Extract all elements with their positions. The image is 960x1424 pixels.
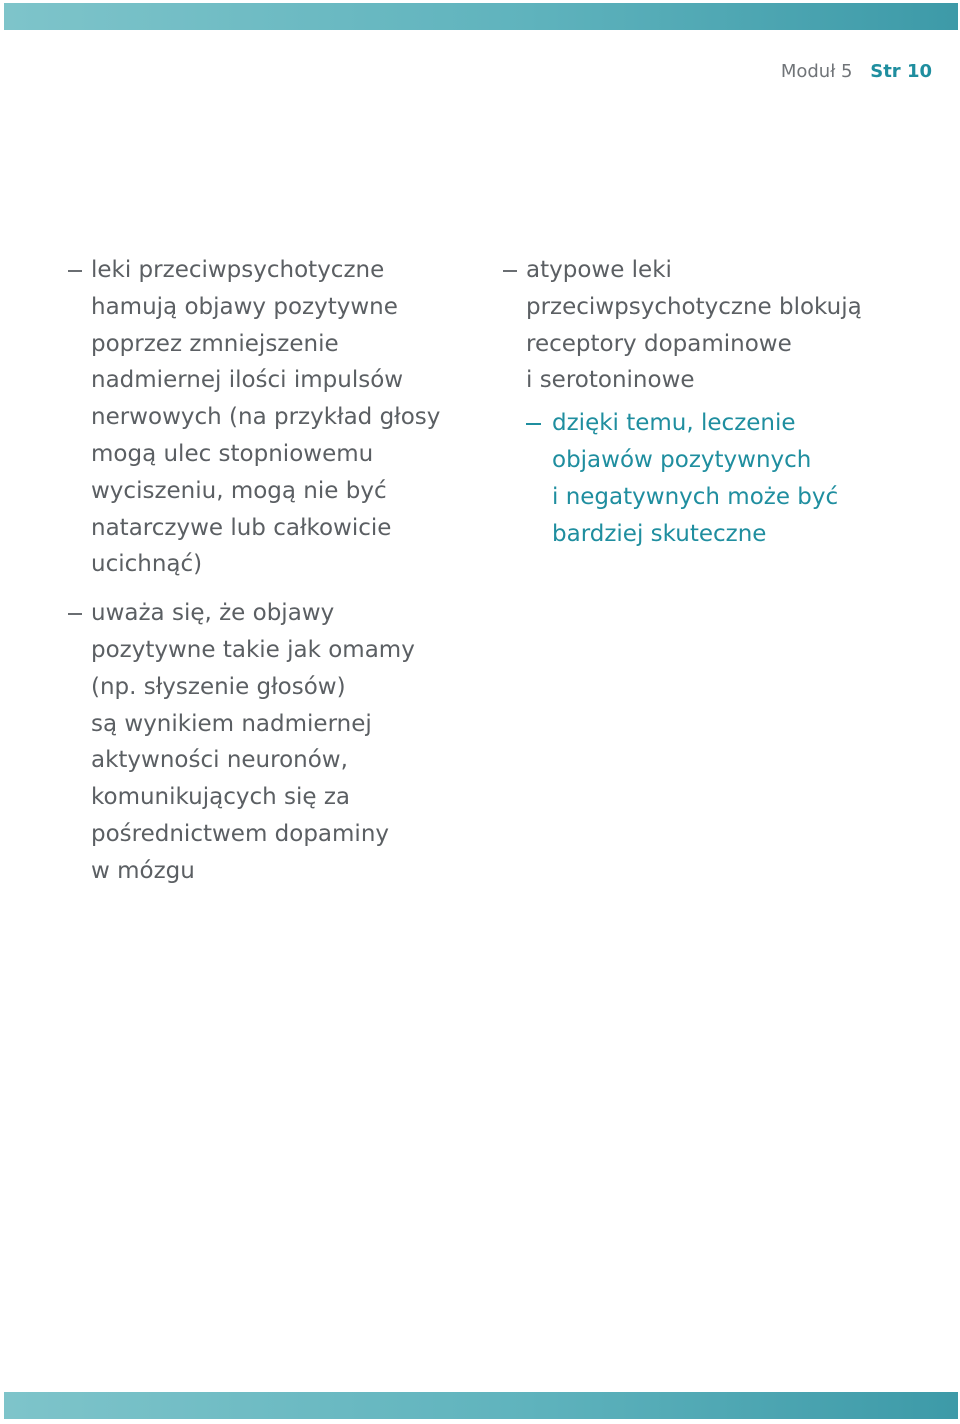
text-line: nerwowych (na przykład głosy — [91, 404, 441, 431]
text-line: pośrednictwem dopaminy — [91, 820, 390, 847]
dash-bullet-icon — [68, 613, 82, 615]
text-line: objawów pozytywnych — [552, 446, 812, 473]
right-column — [503, 252, 943, 564]
text-line: natarczywe lub całkowicie — [91, 514, 392, 541]
page-header — [781, 61, 932, 82]
text-line: uważa się, że objawy — [91, 600, 335, 627]
text-line: receptory dopaminowe — [526, 330, 792, 357]
text-line: dzięki temu, leczenie — [552, 410, 796, 437]
text-line: pozytywne takie jak omamy — [91, 636, 415, 663]
dash-bullet-icon — [68, 270, 82, 272]
sub-list — [526, 405, 943, 552]
text-line: komunikujących się za — [91, 784, 350, 811]
top-decorative-bar — [4, 3, 958, 30]
list-item — [68, 595, 488, 889]
text-line: wyciszeniu, mogą nie być — [91, 477, 387, 504]
text-line: atypowe leki — [526, 257, 672, 283]
left-column — [68, 252, 488, 902]
text-line: (np. słyszenie głosów) — [91, 673, 346, 700]
text-line: poprzez zmniejszenie — [91, 330, 339, 357]
list-item — [68, 252, 488, 583]
text-line: hamują objawy pozytywne — [91, 293, 398, 320]
text-line: i negatywnych może być — [552, 483, 839, 510]
text-line: bardziej skuteczne — [552, 520, 767, 547]
text-line: nadmiernej ilości impulsów — [91, 367, 404, 394]
dash-bullet-icon — [526, 423, 541, 425]
sub-list-item — [526, 405, 943, 552]
dash-bullet-icon — [503, 270, 517, 272]
text-line: aktywności neuronów, — [91, 747, 348, 774]
text-line: leki przeciwpsychotyczne — [91, 257, 385, 283]
text-line: ucichnąć) — [91, 551, 203, 578]
text-line: i serotoninowe — [526, 367, 695, 394]
bottom-decorative-bar — [4, 1392, 958, 1419]
text-line: w mózgu — [91, 857, 195, 884]
text-line: są wynikiem nadmiernej — [91, 710, 372, 737]
module-label: Moduł 5 — [780, 61, 853, 82]
page-number: Str 10 — [870, 61, 932, 82]
list-item — [503, 252, 943, 552]
text-line: mogą ulec stopniowemu — [91, 440, 374, 467]
text-line: przeciwpsychotyczne blokują — [526, 293, 862, 320]
